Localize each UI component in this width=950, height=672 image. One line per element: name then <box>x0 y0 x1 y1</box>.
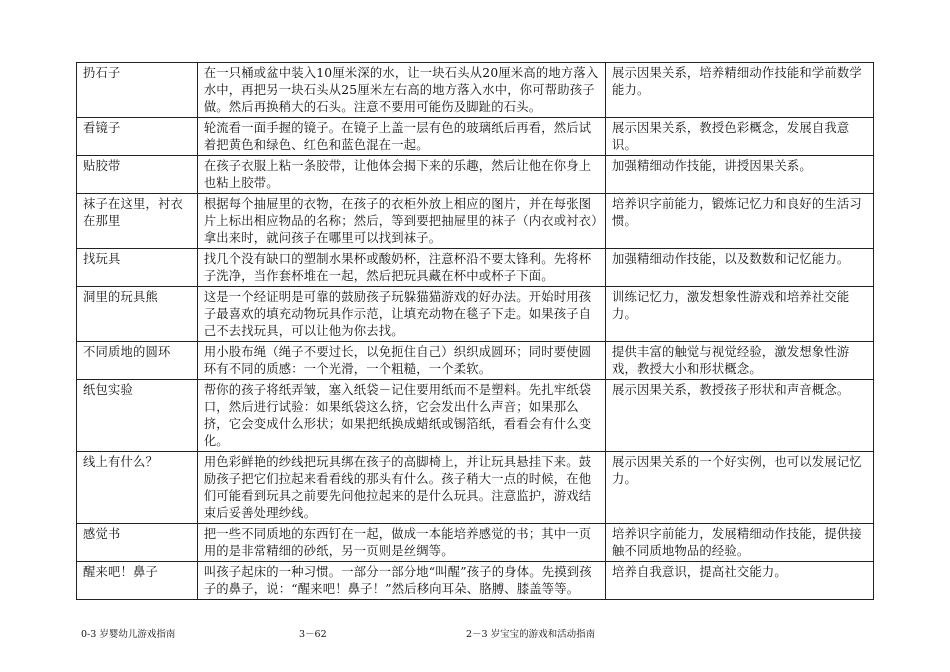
game-goal: 加强精细动作技能，以及数数和记忆能力。 <box>605 249 873 287</box>
game-name: 醒来吧！鼻子 <box>77 562 198 600</box>
game-method: 轮流看一面手握的镜子。在镜子上盖一层有色的玻璃纸后再看，然后试着把黄色和绿色、红色和蓝色混在一起。 <box>197 118 605 156</box>
table-row <box>77 118 874 156</box>
game-goal: 培养自我意识，提高社交能力。 <box>605 562 873 600</box>
game-name: 贴胶带 <box>77 156 198 194</box>
table-row <box>77 287 874 342</box>
table-row <box>77 562 874 600</box>
table-row <box>77 380 874 452</box>
game-name: 扔石子 <box>77 63 198 118</box>
footer-page-number: 3－62 <box>299 629 327 640</box>
game-name: 袜子在这里，衬衣在那里 <box>77 194 198 249</box>
game-method: 用色彩鲜艳的纱线把玩具绑在孩子的高脚椅上，并让玩具悬挂下来。鼓励孩子把它们拉起来看看线的那头有什么。孩子稍大一点的时候，在他们可能看到玩具之前要先问他拉起来的是什么玩具。注意监护，游戏结束后妥善处理纱线。 <box>197 452 605 524</box>
game-name: 找玩具 <box>77 249 198 287</box>
game-goal: 展示因果关系，教授孩子形状和声音概念。 <box>605 380 873 452</box>
game-goal: 展示因果关系，培养精细动作技能和学前数学能力。 <box>605 63 873 118</box>
game-method: 把一些不同质地的东西钉在一起，做成一本能培养感觉的书；其中一页用的是非常精细的砂纸，另一页则是丝绸等。 <box>197 524 605 562</box>
game-method: 这是一个经证明是可靠的鼓励孩子玩躲猫猫游戏的好办法。开始时用孩子最喜欢的填充动物玩具作示范，让填充动物在毯子下走。如果孩子自己不去找玩具，可以让他为你去找。 <box>197 287 605 342</box>
game-name: 不同质地的圆环 <box>77 342 198 380</box>
game-goal: 加强精细动作技能，讲授因果关系。 <box>605 156 873 194</box>
table-row <box>77 156 874 194</box>
game-goal: 培养识字前能力，发展精细动作技能，提供接触不同质地物品的经验。 <box>605 524 873 562</box>
game-method: 用小股布绳（绳子不要过长，以免扼住自己）织织成圆环；同时要使圆环有不同的质感：一个光滑，一个粗糙，一个柔软。 <box>197 342 605 380</box>
table-row <box>77 342 874 380</box>
game-method: 帮你的孩子将纸弄皱，塞入纸袋－记住要用纸而不是塑料。先扎牢纸袋口，然后进行试验：如果纸袋这么挤，它会发出什么声音；如果那么挤，它会变成什么形状；如果把纸换成蜡纸或锡箔纸，看看会有什么变化。 <box>197 380 605 452</box>
game-method: 在一只桶或盆中装入10厘米深的水，让一块石头从20厘米高的地方落入水中，再把另一块石头从25厘米左右高的地方落入水中，你可帮助孩子做。然后再换稍大的石头。注意不要用可能伤及脚趾的石头。 <box>197 63 605 118</box>
game-goal: 展示因果关系，教授色彩概念，发展自我意识。 <box>605 118 873 156</box>
games-table <box>76 62 874 600</box>
footer-book-title: 0-3 岁婴幼儿游戏指南 <box>81 629 176 640</box>
game-method: 根据每个抽屉里的衣物，在孩子的衣柜外放上相应的图片，并在每张图片上标出相应物品的名称；然后，等到要把抽屉里的袜子（内衣或衬衣）拿出来时，就问孩子在哪里可以找到袜子。 <box>197 194 605 249</box>
game-method: 叫孩子起床的一种习惯。一部分一部分地“叫醒”孩子的身体。先摸到孩子的鼻子，说：“醒来吧！鼻子！”然后移向耳朵、胳膊、膝盖等等。 <box>197 562 605 600</box>
game-goal: 训练记忆力，激发想象性游戏和培养社交能力。 <box>605 287 873 342</box>
game-name: 线上有什么？ <box>77 452 198 524</box>
game-goal: 培养识字前能力，锻炼记忆力和良好的生活习惯。 <box>605 194 873 249</box>
footer-chapter-title: 2－3 岁宝宝的游戏和活动指南 <box>466 629 596 640</box>
table-row <box>77 249 874 287</box>
table-row <box>77 63 874 118</box>
games-table-body <box>77 63 874 600</box>
table-row <box>77 452 874 524</box>
game-name: 纸包实验 <box>77 380 198 452</box>
game-method: 在孩子衣服上粘一条胶带，让他体会揭下来的乐趣，然后让他在你身上也粘上胶带。 <box>197 156 605 194</box>
game-name: 看镜子 <box>77 118 198 156</box>
table-row <box>77 524 874 562</box>
table-row <box>77 194 874 249</box>
game-name: 感觉书 <box>77 524 198 562</box>
game-goal: 展示因果关系的一个好实例，也可以发展记忆力。 <box>605 452 873 524</box>
game-goal: 提供丰富的触觉与视觉经验，激发想象性游戏，教授大小和形状概念。 <box>605 342 873 380</box>
game-name: 洞里的玩具熊 <box>77 287 198 342</box>
game-method: 找几个没有缺口的塑制水果杯或酸奶杯，注意杯沿不要太锋利。先将杯子洗净，当作套杯堆在一起，然后把玩具藏在杯中或杯子下面。 <box>197 249 605 287</box>
